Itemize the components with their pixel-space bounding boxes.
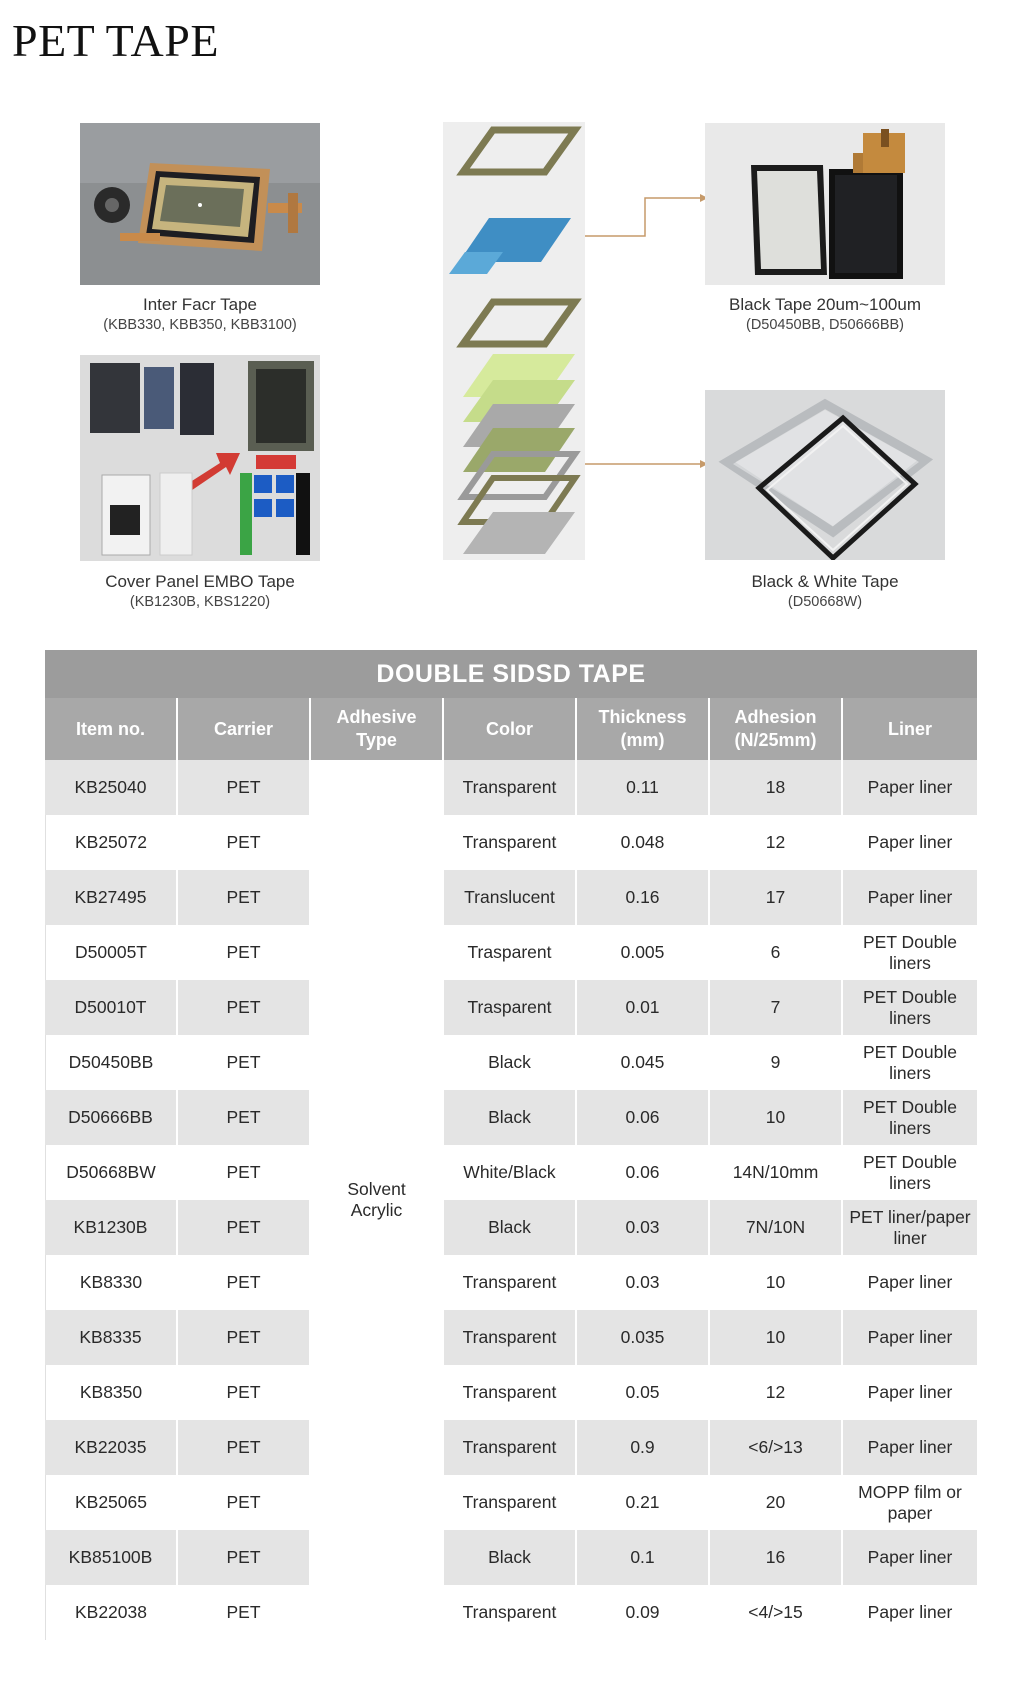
- cell-liner: [843, 1585, 977, 1640]
- cell-carrier: PET: [178, 925, 311, 980]
- header-item-no: Item no.: [45, 698, 178, 760]
- caption-name: Cover Panel EMBO Tape: [105, 572, 295, 591]
- table-row: [45, 1585, 977, 1640]
- header-liner: Liner: [843, 698, 977, 760]
- adhesive-type-line2: Acrylic: [350, 1200, 403, 1220]
- liner-line1: PET Double: [862, 1151, 958, 1172]
- table-row: [45, 1475, 977, 1530]
- table-row: [45, 870, 977, 925]
- cell-color: Transparent: [444, 1365, 577, 1420]
- cell-liner: [843, 1035, 977, 1090]
- cell-carrier: PET: [178, 1585, 311, 1640]
- header-adhesion: [710, 698, 843, 760]
- table-row: [45, 1310, 977, 1365]
- cover-panel-embo-tape-caption: [60, 572, 340, 612]
- cell-thickness: 0.03: [577, 1200, 710, 1255]
- cell-item-no: KB25072: [45, 815, 178, 870]
- caption-codes: (D50450BB, D50666BB): [746, 317, 904, 333]
- liner-line2: liners: [889, 952, 931, 973]
- cell-liner: [843, 1090, 977, 1145]
- liner-line2: liner: [893, 1227, 927, 1248]
- header-adhesion-line1: Adhesion: [734, 707, 817, 727]
- cell-liner: [843, 1145, 977, 1200]
- cell-thickness: 0.05: [577, 1365, 710, 1420]
- cell-adhesion: 16: [710, 1530, 843, 1585]
- liner-line2: liners: [889, 1007, 931, 1028]
- cell-adhesion: 20: [710, 1475, 843, 1530]
- cell-adhesion: 17: [710, 870, 843, 925]
- caption-name: Black & White Tape: [751, 572, 899, 591]
- header-adhesive-type: [311, 698, 444, 760]
- cell-color: Black: [444, 1035, 577, 1090]
- liner-line2: liners: [889, 1117, 931, 1138]
- cell-adhesion: 10: [710, 1310, 843, 1365]
- cell-adhesion: 9: [710, 1035, 843, 1090]
- cell-adhesion: 10: [710, 1255, 843, 1310]
- table-row: [45, 1365, 977, 1420]
- cell-liner: [843, 760, 977, 815]
- cell-carrier: PET: [178, 815, 311, 870]
- caption-name: Inter Facr Tape: [142, 295, 258, 314]
- header-adhesion-line2: (N/25mm): [734, 730, 817, 750]
- liner-line2: paper: [887, 1502, 933, 1523]
- cell-carrier: PET: [178, 1145, 311, 1200]
- black-white-tape-photo: [705, 390, 945, 560]
- black-tape-photo: [705, 123, 945, 285]
- liner-line1: PET Double: [862, 1041, 958, 1062]
- caption-codes: (KB1230B, KBS1220): [129, 594, 271, 610]
- cell-thickness: 0.005: [577, 925, 710, 980]
- cell-carrier: PET: [178, 1530, 311, 1585]
- table-title: DOUBLE SIDSD TAPE: [45, 650, 977, 698]
- table-header-row: [45, 698, 977, 760]
- liner-line1: MOPP film or: [858, 1481, 962, 1502]
- cell-thickness: 0.06: [577, 1090, 710, 1145]
- cell-liner: [843, 1530, 977, 1585]
- cell-liner: [843, 1255, 977, 1310]
- cell-carrier: PET: [178, 1420, 311, 1475]
- cell-adhesion: 6: [710, 925, 843, 980]
- cell-carrier: PET: [178, 1255, 311, 1310]
- cell-item-no: KB22035: [45, 1420, 178, 1475]
- cell-item-no: D50668BW: [45, 1145, 178, 1200]
- tape-layer-exploded-diagram: [443, 122, 585, 560]
- header-color: Color: [444, 698, 577, 760]
- cell-thickness: 0.9: [577, 1420, 710, 1475]
- header-thickness-line2: (mm): [620, 730, 665, 750]
- cell-adhesive-type: [311, 760, 444, 1640]
- cell-thickness: 0.21: [577, 1475, 710, 1530]
- cell-thickness: 0.16: [577, 870, 710, 925]
- header-thickness: [577, 698, 710, 760]
- table-row: [45, 1420, 977, 1475]
- cell-color: Transparent: [444, 1585, 577, 1640]
- cell-color: Transparent: [444, 1255, 577, 1310]
- liner-line2: liners: [889, 1062, 931, 1083]
- liner-line2: liners: [889, 1172, 931, 1193]
- inter-face-tape-photo: [80, 123, 320, 285]
- cell-color: Transparent: [444, 760, 577, 815]
- table-row: [45, 1530, 977, 1585]
- cell-thickness: 0.048: [577, 815, 710, 870]
- cell-adhesion: 7N/10N: [710, 1200, 843, 1255]
- cell-liner: [843, 1365, 977, 1420]
- cell-carrier: PET: [178, 1035, 311, 1090]
- cell-item-no: D50005T: [45, 925, 178, 980]
- inter-face-tape-caption: [60, 295, 340, 335]
- liner-line1: PET Double: [862, 1096, 958, 1117]
- cell-carrier: PET: [178, 870, 311, 925]
- cell-carrier: PET: [178, 1365, 311, 1420]
- table-row: [45, 1090, 977, 1145]
- cell-adhesion: 7: [710, 980, 843, 1035]
- cell-thickness: 0.01: [577, 980, 710, 1035]
- cell-thickness: 0.1: [577, 1530, 710, 1585]
- cell-item-no: KB8330: [45, 1255, 178, 1310]
- cell-adhesion: 12: [710, 1365, 843, 1420]
- cell-item-no: KB8350: [45, 1365, 178, 1420]
- cell-color: White/Black: [444, 1145, 577, 1200]
- cell-carrier: PET: [178, 1475, 311, 1530]
- black-tape-caption: [690, 295, 960, 335]
- cell-liner: [843, 1475, 977, 1530]
- cell-color: Trasparent: [444, 925, 577, 980]
- double-sided-tape-table: [45, 650, 977, 1640]
- cell-adhesion: 14N/10mm: [710, 1145, 843, 1200]
- cell-thickness: 0.03: [577, 1255, 710, 1310]
- table-row: [45, 1145, 977, 1200]
- cell-liner: [843, 925, 977, 980]
- table-body: [45, 760, 977, 1640]
- cell-item-no: KB22038: [45, 1585, 178, 1640]
- spec-table: [45, 698, 977, 1640]
- cell-carrier: PET: [178, 1090, 311, 1145]
- liner-line1: Paper liner: [867, 777, 953, 797]
- cell-item-no: KB27495: [45, 870, 178, 925]
- cell-adhesion: <4/>15: [710, 1585, 843, 1640]
- table-row: [45, 760, 977, 815]
- table-row: [45, 1255, 977, 1310]
- header-thickness-line1: Thickness: [598, 707, 687, 727]
- liner-line1: Paper liner: [867, 1547, 953, 1567]
- table-row: [45, 980, 977, 1035]
- caption-codes: (KBB330, KBB350, KBB3100): [103, 317, 297, 333]
- cell-liner: [843, 980, 977, 1035]
- header-adhesive-line2: Type: [356, 730, 397, 750]
- cell-liner: [843, 870, 977, 925]
- liner-line1: Paper liner: [867, 832, 953, 852]
- cell-item-no: D50010T: [45, 980, 178, 1035]
- cell-carrier: PET: [178, 980, 311, 1035]
- header-adhesive-line1: Adhesive: [336, 707, 417, 727]
- cover-panel-embo-tape-photo: [80, 355, 320, 561]
- cell-thickness: 0.045: [577, 1035, 710, 1090]
- cell-thickness: 0.11: [577, 760, 710, 815]
- cell-adhesion: 12: [710, 815, 843, 870]
- cell-liner: [843, 1200, 977, 1255]
- liner-line1: PET Double: [862, 931, 958, 952]
- cell-color: Black: [444, 1530, 577, 1585]
- liner-line1: PET liner/paper: [849, 1206, 971, 1227]
- liner-line1: Paper liner: [867, 887, 953, 907]
- cell-carrier: PET: [178, 1310, 311, 1365]
- table-row: [45, 925, 977, 980]
- cell-color: Transparent: [444, 1420, 577, 1475]
- liner-line1: Paper liner: [867, 1327, 953, 1347]
- cell-item-no: D50450BB: [45, 1035, 178, 1090]
- table-row: [45, 1200, 977, 1255]
- cell-thickness: 0.06: [577, 1145, 710, 1200]
- cell-liner: [843, 1310, 977, 1365]
- liner-line1: PET Double: [862, 986, 958, 1007]
- adhesive-type-line1: Solvent: [347, 1179, 406, 1199]
- caption-name: Black Tape 20um~100um: [728, 295, 921, 314]
- cell-item-no: KB85100B: [45, 1530, 178, 1585]
- cell-item-no: KB25040: [45, 760, 178, 815]
- cell-thickness: 0.035: [577, 1310, 710, 1365]
- cell-adhesion: 18: [710, 760, 843, 815]
- liner-line1: Paper liner: [867, 1272, 953, 1292]
- caption-codes: (D50668W): [787, 594, 863, 610]
- cell-item-no: KB25065: [45, 1475, 178, 1530]
- cell-adhesion: <6/>13: [710, 1420, 843, 1475]
- cell-carrier: PET: [178, 1200, 311, 1255]
- header-carrier: Carrier: [178, 698, 311, 760]
- table-row: [45, 1035, 977, 1090]
- cell-color: Trasparent: [444, 980, 577, 1035]
- cell-color: Transparent: [444, 1475, 577, 1530]
- cell-liner: [843, 1420, 977, 1475]
- cell-color: Transparent: [444, 815, 577, 870]
- cell-item-no: D50666BB: [45, 1090, 178, 1145]
- cell-color: Black: [444, 1090, 577, 1145]
- black-white-tape-caption: [690, 572, 960, 612]
- cell-color: Translucent: [444, 870, 577, 925]
- table-row: [45, 815, 977, 870]
- cell-item-no: KB1230B: [45, 1200, 178, 1255]
- liner-line1: Paper liner: [867, 1437, 953, 1457]
- cell-color: Transparent: [444, 1310, 577, 1365]
- cell-carrier: PET: [178, 760, 311, 815]
- liner-line1: Paper liner: [867, 1602, 953, 1622]
- liner-line1: Paper liner: [867, 1382, 953, 1402]
- cell-adhesion: 10: [710, 1090, 843, 1145]
- cell-thickness: 0.09: [577, 1585, 710, 1640]
- cell-liner: [843, 815, 977, 870]
- cell-item-no: KB8335: [45, 1310, 178, 1365]
- cell-color: Black: [444, 1200, 577, 1255]
- page-title: PET TAPE: [12, 15, 219, 66]
